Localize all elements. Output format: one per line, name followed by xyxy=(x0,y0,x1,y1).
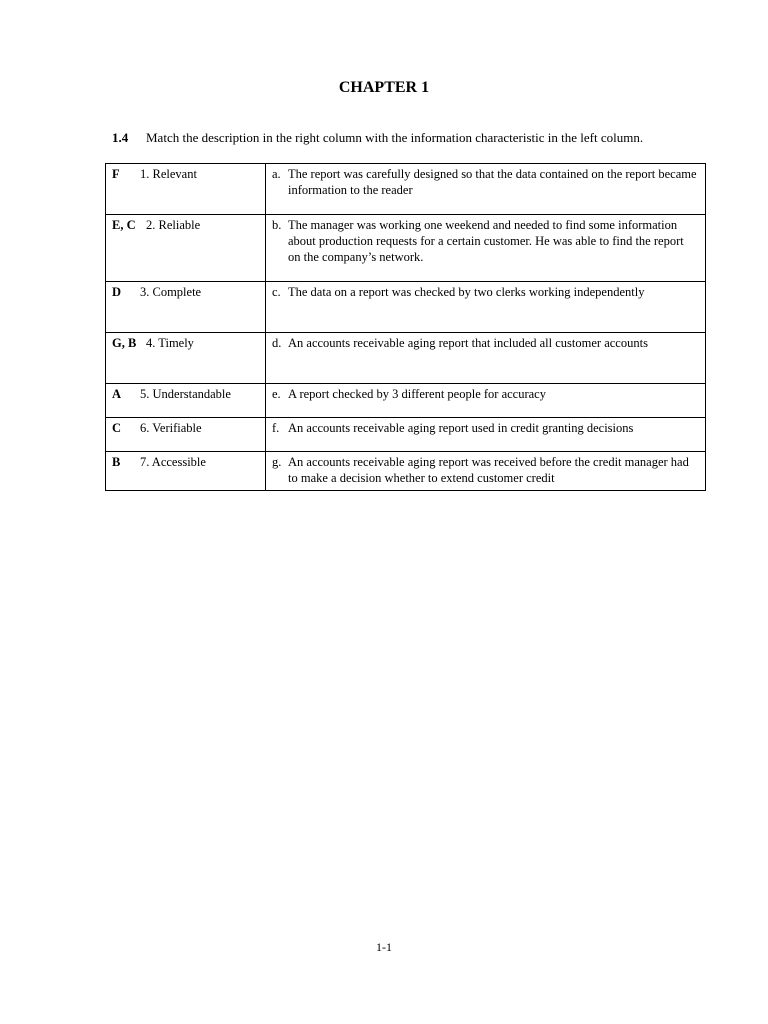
table-row xyxy=(106,282,706,333)
answer-letters: A xyxy=(112,387,122,401)
characteristic-label: 1. Relevant xyxy=(140,167,197,181)
description-text: The manager was working one weekend and needed to find some information about production requests for a certain customer. He was able to find the report on the company’s network. xyxy=(288,218,684,264)
description-cell xyxy=(266,418,706,452)
description-letter: e. xyxy=(272,387,281,401)
description-text: An accounts receivable aging report that included all customer accounts xyxy=(288,336,648,350)
answer-letters: F xyxy=(112,167,120,181)
answer-letters: D xyxy=(112,285,122,299)
answer-letters: C xyxy=(112,421,122,435)
description-cell xyxy=(266,452,706,491)
description-cell xyxy=(266,215,706,282)
page-title: CHAPTER 1 xyxy=(338,79,430,96)
description-letter: a. xyxy=(272,167,281,181)
characteristic-label: 2. Reliable xyxy=(146,218,201,232)
characteristic-cell xyxy=(106,282,266,333)
characteristic-cell xyxy=(106,333,266,384)
answer-letters: E, C xyxy=(112,218,136,232)
characteristic-cell xyxy=(106,384,266,418)
page-number: 1-1 xyxy=(376,940,392,954)
characteristic-cell xyxy=(106,215,266,282)
characteristic-cell xyxy=(106,418,266,452)
description-cell xyxy=(266,384,706,418)
description-cell xyxy=(266,164,706,215)
table-row xyxy=(106,418,706,452)
characteristic-label: 5. Understandable xyxy=(140,387,231,401)
description-letter: c. xyxy=(272,285,281,299)
table-row xyxy=(106,452,706,491)
description-letter: b. xyxy=(272,218,282,232)
description-cell xyxy=(266,282,706,333)
description-text: An accounts receivable aging report was received before the credit manager had to make a decision whether to extend customer credit xyxy=(288,455,689,485)
question-text: Match the description in the right column with the information characteristic in the left column. xyxy=(146,130,644,145)
answer-letters: B xyxy=(112,455,121,469)
table-row xyxy=(106,164,706,215)
answer-letters: G, B xyxy=(112,336,137,350)
table-row xyxy=(106,333,706,384)
characteristic-cell xyxy=(106,452,266,491)
description-text: The data on a report was checked by two clerks working independently xyxy=(288,285,645,299)
description-text: An accounts receivable aging report used in credit granting decisions xyxy=(288,421,634,435)
description-text: The report was carefully designed so that the data contained on the report became information to the reader xyxy=(288,167,697,197)
matching-table xyxy=(105,163,706,491)
table-row xyxy=(106,384,706,418)
description-letter: g. xyxy=(272,455,282,469)
characteristic-label: 4. Timely xyxy=(146,336,194,350)
characteristic-label: 7. Accessible xyxy=(140,455,206,469)
question-prompt xyxy=(112,130,643,146)
description-letter: d. xyxy=(272,336,282,350)
table-row xyxy=(106,215,706,282)
question-number: 1.4 xyxy=(112,130,129,145)
description-text: A report checked by 3 different people for accuracy xyxy=(288,387,546,401)
description-letter: f. xyxy=(272,421,280,435)
characteristic-label: 3. Complete xyxy=(140,285,202,299)
characteristic-cell xyxy=(106,164,266,215)
characteristic-label: 6. Verifiable xyxy=(140,421,202,435)
description-cell xyxy=(266,333,706,384)
